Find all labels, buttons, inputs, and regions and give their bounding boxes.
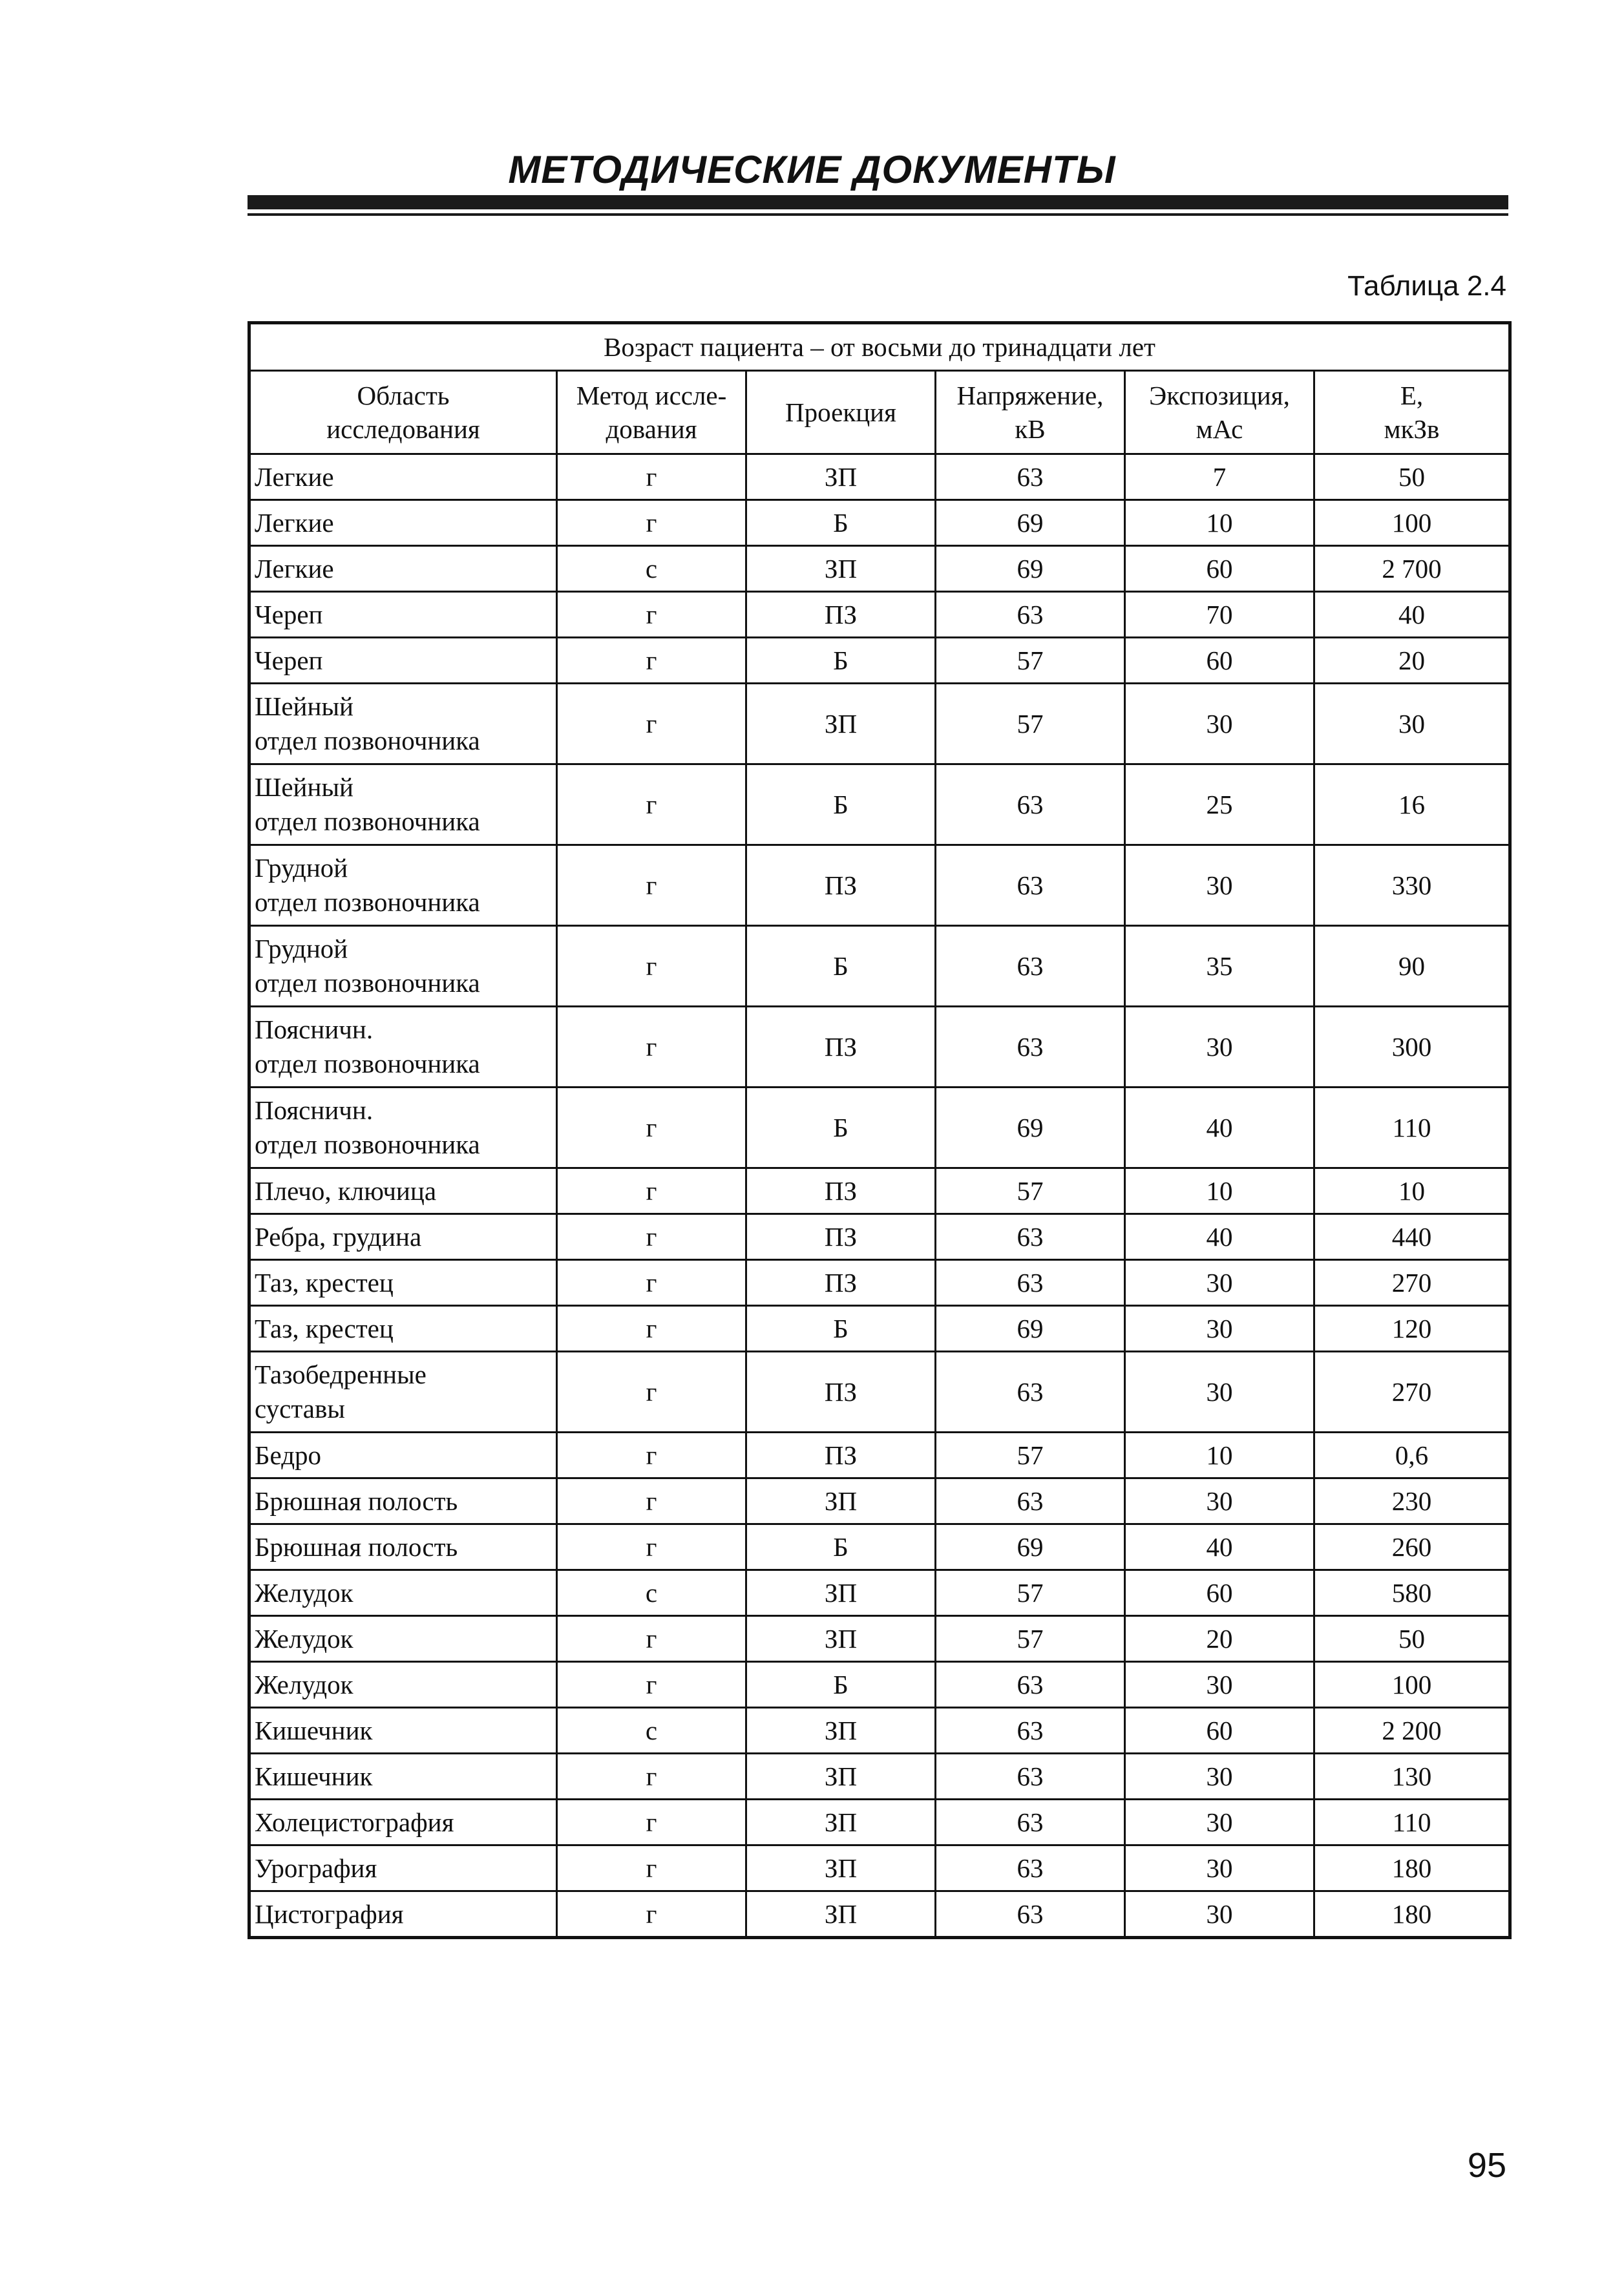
cell-projection: ЗП — [746, 1616, 936, 1662]
cell-projection: ЗП — [746, 454, 936, 500]
cell-method: г — [557, 764, 746, 845]
cell-method: г — [557, 1352, 746, 1433]
table-row — [249, 926, 1510, 1007]
cell-voltage: 63 — [936, 764, 1125, 845]
cell-exposure: 25 — [1125, 764, 1314, 845]
cell-method: г — [557, 592, 746, 638]
cell-dose: 0,6 — [1314, 1433, 1510, 1478]
age-group-row — [249, 323, 1510, 371]
dose-table — [248, 321, 1512, 1939]
table-row — [249, 845, 1510, 926]
cell-exposure: 30 — [1125, 1891, 1314, 1938]
cell-exposure: 60 — [1125, 1570, 1314, 1616]
cell-method: г — [557, 1524, 746, 1570]
cell-voltage: 57 — [936, 1433, 1125, 1478]
cell-method: г — [557, 1662, 746, 1708]
column-header-projection: Проекция — [746, 371, 936, 454]
cell-exposure: 10 — [1125, 1168, 1314, 1214]
cell-area: Легкие — [249, 546, 557, 592]
cell-voltage: 69 — [936, 1306, 1125, 1352]
table-row — [249, 1891, 1510, 1938]
column-header-exposure: Экспозиция, мАс — [1125, 371, 1314, 454]
column-header-area: Область исследования — [249, 371, 557, 454]
cell-dose: 20 — [1314, 638, 1510, 684]
cell-projection: Б — [746, 1088, 936, 1168]
table-row — [249, 454, 1510, 500]
cell-method: с — [557, 1570, 746, 1616]
cell-projection: ПЗ — [746, 592, 936, 638]
cell-area: Желудок — [249, 1662, 557, 1708]
cell-dose: 2 700 — [1314, 546, 1510, 592]
header-rule-thin — [248, 213, 1508, 216]
cell-voltage: 63 — [936, 926, 1125, 1007]
table-row — [249, 1800, 1510, 1845]
cell-method: г — [557, 1800, 746, 1845]
cell-voltage: 63 — [936, 1708, 1125, 1754]
table-row — [249, 546, 1510, 592]
cell-area: Поясничн. отдел позвоночника — [249, 1088, 557, 1168]
cell-method: г — [557, 1478, 746, 1524]
cell-area: Кишечник — [249, 1754, 557, 1800]
table-row — [249, 1260, 1510, 1306]
cell-dose: 230 — [1314, 1478, 1510, 1524]
column-header-row — [249, 371, 1510, 454]
cell-area: Шейный отдел позвоночника — [249, 764, 557, 845]
table-row — [249, 1478, 1510, 1524]
table-row — [249, 1214, 1510, 1260]
age-group-header: Возраст пациента – от восьми до тринадцати лет — [249, 323, 1510, 371]
cell-area: Плечо, ключица — [249, 1168, 557, 1214]
cell-dose: 16 — [1314, 764, 1510, 845]
cell-area: Легкие — [249, 454, 557, 500]
cell-method: г — [557, 1007, 746, 1088]
cell-area: Тазобедренные суставы — [249, 1352, 557, 1433]
cell-projection: ЗП — [746, 1845, 936, 1891]
cell-area: Брюшная полость — [249, 1478, 557, 1524]
cell-dose: 50 — [1314, 454, 1510, 500]
cell-exposure: 40 — [1125, 1524, 1314, 1570]
cell-projection: ЗП — [746, 684, 936, 764]
cell-voltage: 63 — [936, 1662, 1125, 1708]
cell-area: Шейный отдел позвоночника — [249, 684, 557, 764]
table-row — [249, 638, 1510, 684]
cell-area: Холецистография — [249, 1800, 557, 1845]
cell-voltage: 63 — [936, 1352, 1125, 1433]
cell-dose: 110 — [1314, 1088, 1510, 1168]
table-caption: Таблица 2.4 — [1347, 270, 1506, 302]
cell-projection: ЗП — [746, 1891, 936, 1938]
cell-exposure: 10 — [1125, 500, 1314, 546]
cell-area: Легкие — [249, 500, 557, 546]
cell-exposure: 30 — [1125, 1352, 1314, 1433]
cell-voltage: 57 — [936, 1616, 1125, 1662]
cell-voltage: 63 — [936, 1891, 1125, 1938]
cell-area: Череп — [249, 592, 557, 638]
cell-exposure: 30 — [1125, 1478, 1314, 1524]
cell-voltage: 69 — [936, 1088, 1125, 1168]
cell-exposure: 60 — [1125, 1708, 1314, 1754]
cell-projection: Б — [746, 1662, 936, 1708]
cell-projection: ПЗ — [746, 1007, 936, 1088]
cell-method: г — [557, 638, 746, 684]
cell-dose: 120 — [1314, 1306, 1510, 1352]
cell-method: г — [557, 454, 746, 500]
cell-projection: ЗП — [746, 1570, 936, 1616]
cell-projection: Б — [746, 1524, 936, 1570]
cell-area: Череп — [249, 638, 557, 684]
cell-projection: ЗП — [746, 1478, 936, 1524]
cell-dose: 180 — [1314, 1845, 1510, 1891]
cell-area: Таз, крестец — [249, 1306, 557, 1352]
cell-exposure: 30 — [1125, 1845, 1314, 1891]
cell-voltage: 63 — [936, 1260, 1125, 1306]
cell-exposure: 60 — [1125, 638, 1314, 684]
table-row — [249, 1007, 1510, 1088]
cell-area: Таз, крестец — [249, 1260, 557, 1306]
cell-projection: Б — [746, 500, 936, 546]
cell-voltage: 57 — [936, 638, 1125, 684]
cell-method: г — [557, 845, 746, 926]
cell-dose: 260 — [1314, 1524, 1510, 1570]
cell-exposure: 30 — [1125, 1306, 1314, 1352]
cell-method: г — [557, 684, 746, 764]
cell-dose: 440 — [1314, 1214, 1510, 1260]
cell-dose: 100 — [1314, 500, 1510, 546]
cell-area: Брюшная полость — [249, 1524, 557, 1570]
cell-voltage: 69 — [936, 546, 1125, 592]
cell-projection: ПЗ — [746, 1352, 936, 1433]
cell-method: г — [557, 1088, 746, 1168]
cell-voltage: 63 — [936, 1478, 1125, 1524]
cell-dose: 50 — [1314, 1616, 1510, 1662]
cell-method: г — [557, 1845, 746, 1891]
cell-voltage: 57 — [936, 1168, 1125, 1214]
cell-dose: 580 — [1314, 1570, 1510, 1616]
cell-voltage: 63 — [936, 1007, 1125, 1088]
cell-projection: ПЗ — [746, 1260, 936, 1306]
table-row — [249, 1088, 1510, 1168]
table-row — [249, 1754, 1510, 1800]
header-rule-thick — [248, 195, 1508, 209]
cell-method: г — [557, 926, 746, 1007]
cell-exposure: 40 — [1125, 1088, 1314, 1168]
cell-exposure: 30 — [1125, 1754, 1314, 1800]
cell-projection: Б — [746, 638, 936, 684]
column-header-method: Метод иссле- дования — [557, 371, 746, 454]
cell-area: Урография — [249, 1845, 557, 1891]
cell-voltage: 63 — [936, 592, 1125, 638]
cell-area: Желудок — [249, 1616, 557, 1662]
table-row — [249, 764, 1510, 845]
cell-exposure: 70 — [1125, 592, 1314, 638]
cell-dose: 270 — [1314, 1352, 1510, 1433]
cell-projection: ПЗ — [746, 1214, 936, 1260]
cell-method: г — [557, 1214, 746, 1260]
cell-projection: Б — [746, 764, 936, 845]
column-header-dose: Е, мкЗв — [1314, 371, 1510, 454]
cell-dose: 180 — [1314, 1891, 1510, 1938]
cell-area: Цистография — [249, 1891, 557, 1938]
column-header-voltage: Напряжение, кВ — [936, 371, 1125, 454]
cell-voltage: 69 — [936, 1524, 1125, 1570]
cell-dose: 10 — [1314, 1168, 1510, 1214]
cell-voltage: 63 — [936, 845, 1125, 926]
cell-voltage: 57 — [936, 1570, 1125, 1616]
table-row — [249, 1168, 1510, 1214]
cell-exposure: 10 — [1125, 1433, 1314, 1478]
cell-dose: 130 — [1314, 1754, 1510, 1800]
cell-projection: ЗП — [746, 1754, 936, 1800]
cell-exposure: 30 — [1125, 684, 1314, 764]
cell-projection: Б — [746, 1306, 936, 1352]
table-row — [249, 1524, 1510, 1570]
cell-dose: 40 — [1314, 592, 1510, 638]
cell-area: Грудной отдел позвоночника — [249, 926, 557, 1007]
cell-method: г — [557, 1891, 746, 1938]
cell-area: Ребра, грудина — [249, 1214, 557, 1260]
cell-dose: 2 200 — [1314, 1708, 1510, 1754]
cell-area: Бедро — [249, 1433, 557, 1478]
cell-method: г — [557, 1754, 746, 1800]
table-row — [249, 1433, 1510, 1478]
cell-voltage: 69 — [936, 500, 1125, 546]
cell-dose: 300 — [1314, 1007, 1510, 1088]
cell-exposure: 30 — [1125, 1007, 1314, 1088]
cell-area: Грудной отдел позвоночника — [249, 845, 557, 926]
cell-voltage: 63 — [936, 1214, 1125, 1260]
cell-projection: ПЗ — [746, 845, 936, 926]
cell-projection: ПЗ — [746, 1168, 936, 1214]
cell-projection: ПЗ — [746, 1433, 936, 1478]
cell-projection: ЗП — [746, 1800, 936, 1845]
cell-method: г — [557, 1260, 746, 1306]
table-row — [249, 500, 1510, 546]
cell-method: с — [557, 546, 746, 592]
cell-area: Желудок — [249, 1570, 557, 1616]
cell-exposure: 60 — [1125, 546, 1314, 592]
cell-projection: ЗП — [746, 1708, 936, 1754]
cell-method: г — [557, 500, 746, 546]
table-row — [249, 684, 1510, 764]
table-row — [249, 1306, 1510, 1352]
table-body — [249, 454, 1510, 1938]
table-row — [249, 1616, 1510, 1662]
cell-dose: 330 — [1314, 845, 1510, 926]
cell-exposure: 20 — [1125, 1616, 1314, 1662]
table-row — [249, 1570, 1510, 1616]
cell-exposure: 30 — [1125, 845, 1314, 926]
cell-dose: 110 — [1314, 1800, 1510, 1845]
cell-voltage: 63 — [936, 1845, 1125, 1891]
cell-method: г — [557, 1616, 746, 1662]
cell-exposure: 30 — [1125, 1260, 1314, 1306]
cell-method: г — [557, 1433, 746, 1478]
cell-voltage: 63 — [936, 1800, 1125, 1845]
cell-exposure: 40 — [1125, 1214, 1314, 1260]
cell-exposure: 30 — [1125, 1800, 1314, 1845]
cell-method: г — [557, 1168, 746, 1214]
cell-exposure: 35 — [1125, 926, 1314, 1007]
cell-dose: 100 — [1314, 1662, 1510, 1708]
table-row — [249, 592, 1510, 638]
table-row — [249, 1845, 1510, 1891]
running-header: МЕТОДИЧЕСКИЕ ДОКУМЕНТЫ — [508, 148, 1116, 191]
cell-projection: Б — [746, 926, 936, 1007]
cell-voltage: 57 — [936, 684, 1125, 764]
cell-voltage: 63 — [936, 1754, 1125, 1800]
table-row — [249, 1662, 1510, 1708]
table-row — [249, 1352, 1510, 1433]
cell-exposure: 7 — [1125, 454, 1314, 500]
cell-exposure: 30 — [1125, 1662, 1314, 1708]
page-number: 95 — [1467, 2146, 1506, 2185]
cell-area: Поясничн. отдел позвоночника — [249, 1007, 557, 1088]
cell-method: г — [557, 1306, 746, 1352]
cell-voltage: 63 — [936, 454, 1125, 500]
cell-area: Кишечник — [249, 1708, 557, 1754]
cell-method: с — [557, 1708, 746, 1754]
table-row — [249, 1708, 1510, 1754]
cell-dose: 30 — [1314, 684, 1510, 764]
cell-dose: 90 — [1314, 926, 1510, 1007]
cell-projection: ЗП — [746, 546, 936, 592]
cell-dose: 270 — [1314, 1260, 1510, 1306]
